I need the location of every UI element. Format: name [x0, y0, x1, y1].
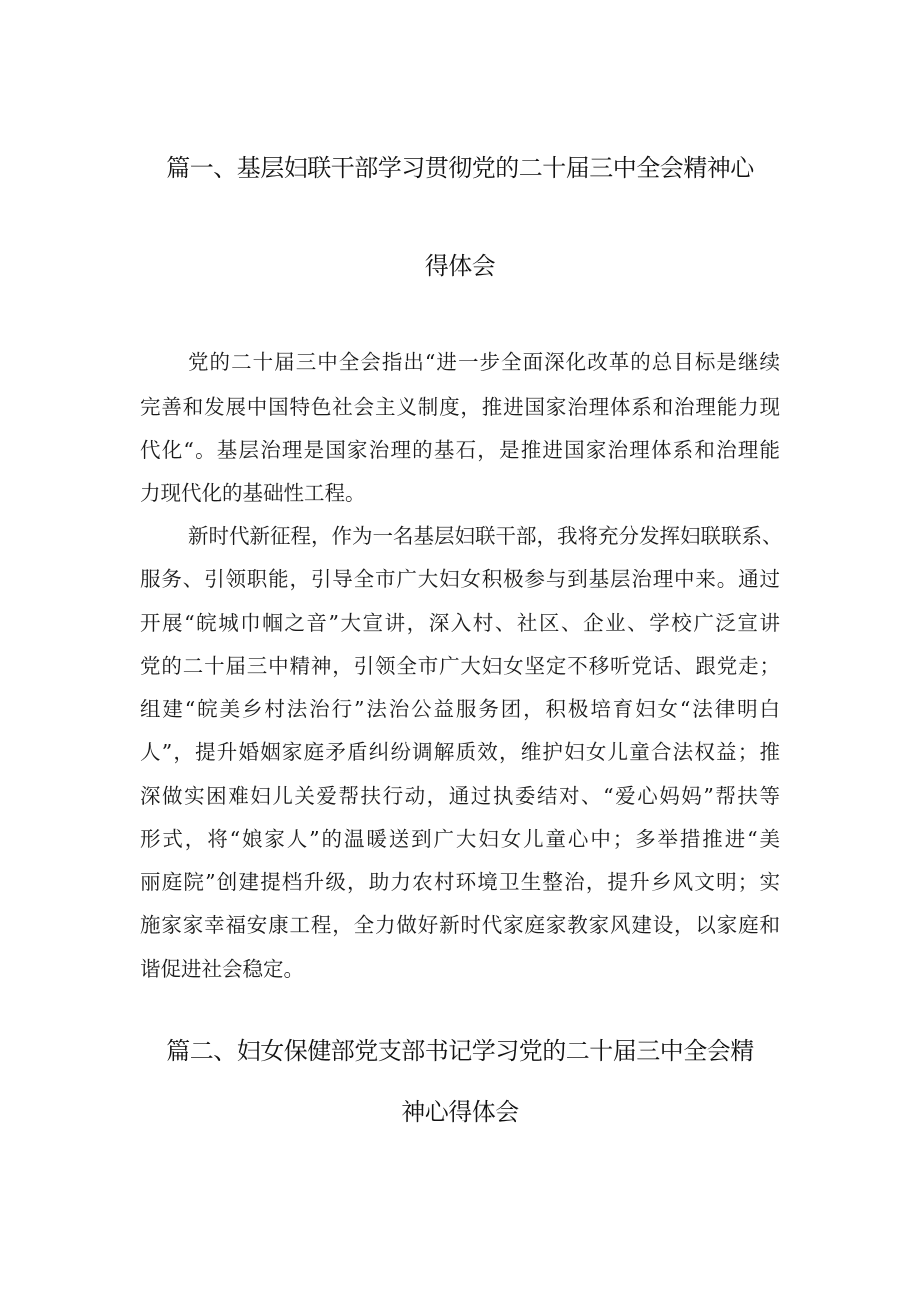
paragraph-line: 开展“皖城巾帼之音”大宣讲，深入村、社区、企业、学校广泛宣讲	[140, 611, 780, 635]
paragraph-line: 丽庭院”创建提档升级，助力农村环境卫生整治，提升乡风文明；实	[140, 870, 780, 894]
paragraph-line: 力现代化的基础性工程。	[140, 481, 366, 505]
paragraph-line: 谐促进社会稳定。	[140, 957, 304, 981]
paragraph-line: 党的二十届三中精神，引领全市广大妇女坚定不移听党话、跟党走；	[140, 654, 780, 678]
paragraph-line: 组建“皖美乡村法治行”法治公益服务团，积极培育妇女“法律明白	[140, 697, 780, 721]
paragraph-line: 完善和发展中国特色社会主义制度，推进国家治理体系和治理能力现	[140, 395, 780, 419]
section1-title-line1: 篇一、基层妇联干部学习贯彻党的二十届三中全会精神心	[166, 154, 754, 182]
section2-title-line2: 神心得体会	[401, 1098, 519, 1126]
paragraph-line: 形式，将“娘家人”的温暖送到广大妇女儿童心中；多举措推进“美	[140, 827, 780, 851]
section1-title-line2: 得体会	[424, 252, 496, 280]
paragraph-line: 人”，提升婚姻家庭矛盾纠纷调解质效，维护妇女儿童合法权益；推	[140, 740, 780, 764]
paragraph-line: 党的二十届三中全会指出“进一步全面深化改革的总目标是继续	[188, 350, 780, 374]
paragraph-line: 服务、引领职能，引导全市广大妇女积极参与到基层治理中来。通过	[140, 567, 780, 591]
paragraph-line: 深做实困难妇儿关爱帮扶行动，通过执委结对、“爱心妈妈”帮扶等	[140, 784, 780, 808]
paragraph-line: 代化“。基层治理是国家治理的基石，是推进国家治理体系和治理能	[140, 438, 780, 462]
section2-title-line1: 篇二、妇女保健部党支部书记学习党的二十届三中全会精	[166, 1037, 754, 1065]
paragraph-line: 新时代新征程，作为一名基层妇联干部，我将充分发挥妇联联系、	[188, 524, 783, 548]
paragraph-line: 施家家幸福安康工程，全力做好新时代家庭家教家风建设，以家庭和	[140, 913, 780, 937]
